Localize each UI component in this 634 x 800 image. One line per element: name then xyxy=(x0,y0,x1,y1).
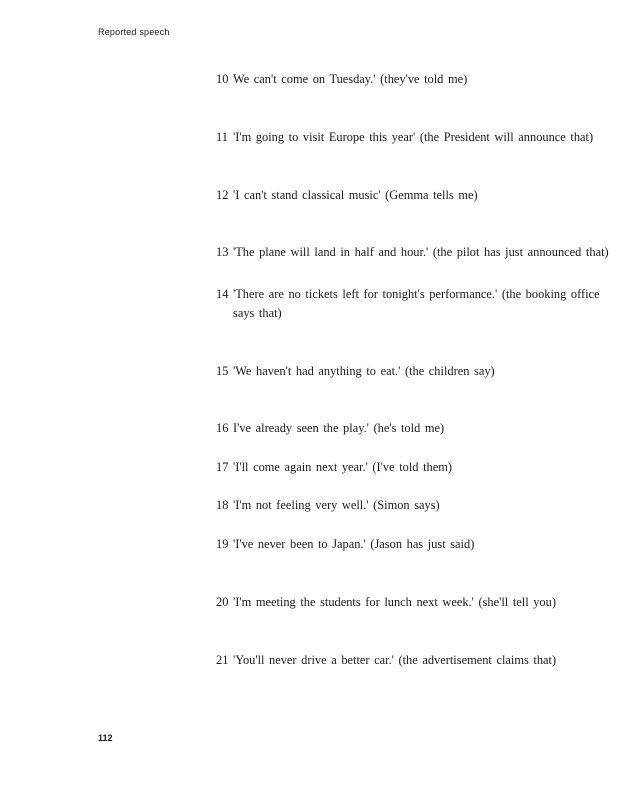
exercise-item xyxy=(216,186,616,205)
running-title: Reported speech xyxy=(98,27,170,37)
page-number: 112 xyxy=(98,733,113,743)
exercise-item xyxy=(216,593,616,612)
item-number: 12 xyxy=(216,188,229,202)
item-number: 11 xyxy=(216,130,228,144)
exercise-item xyxy=(216,362,616,381)
exercise-item xyxy=(216,651,616,670)
item-number: 16 xyxy=(216,421,229,435)
item-number: 20 xyxy=(216,595,229,609)
item-number: 13 xyxy=(216,245,229,259)
item-number: 18 xyxy=(216,498,229,512)
item-text: We can't come on Tuesday.' (they've told me) xyxy=(233,72,468,86)
item-text: 'I can't stand classical music' (Gemma tells me) xyxy=(233,188,478,202)
exercise-item xyxy=(216,128,616,147)
item-number: 10 xyxy=(216,72,229,86)
item-number: 21 xyxy=(216,653,229,667)
item-text: 'I'll come again next year.' (I've told them) xyxy=(233,460,452,474)
item-text: 'I'm not feeling very well.' (Simon says) xyxy=(233,498,440,512)
item-text: 'There are no tickets left for tonight's performance.' (the booking office xyxy=(233,287,600,301)
item-number: 17 xyxy=(216,460,229,474)
item-text: 'I'm going to visit Europe this year' (the President will announce that) xyxy=(233,130,594,144)
item-text-continuation: says that) xyxy=(233,306,282,320)
exercise-item xyxy=(216,70,616,89)
item-text: 'You'll never drive a better car.' (the advertisement claims that) xyxy=(233,653,557,667)
item-number: 19 xyxy=(216,537,229,551)
exercise-item xyxy=(216,243,616,262)
item-text: 'The plane will land in half and hour.' (the pilot has just announced that) xyxy=(233,245,609,259)
exercise-item xyxy=(216,535,616,554)
item-number: 15 xyxy=(216,364,229,378)
exercise-item xyxy=(216,419,616,438)
exercise-item xyxy=(216,285,616,323)
item-text: 'We haven't had anything to eat.' (the children say) xyxy=(233,364,495,378)
item-text: 'I've never been to Japan.' (Jason has just said) xyxy=(233,537,475,551)
item-text: I've already seen the play.' (he's told me) xyxy=(233,421,445,435)
item-number: 14 xyxy=(216,287,229,301)
exercise-item xyxy=(216,458,616,477)
item-text: 'I'm meeting the students for lunch next week.' (she'll tell you) xyxy=(233,595,556,609)
exercise-item xyxy=(216,496,616,515)
